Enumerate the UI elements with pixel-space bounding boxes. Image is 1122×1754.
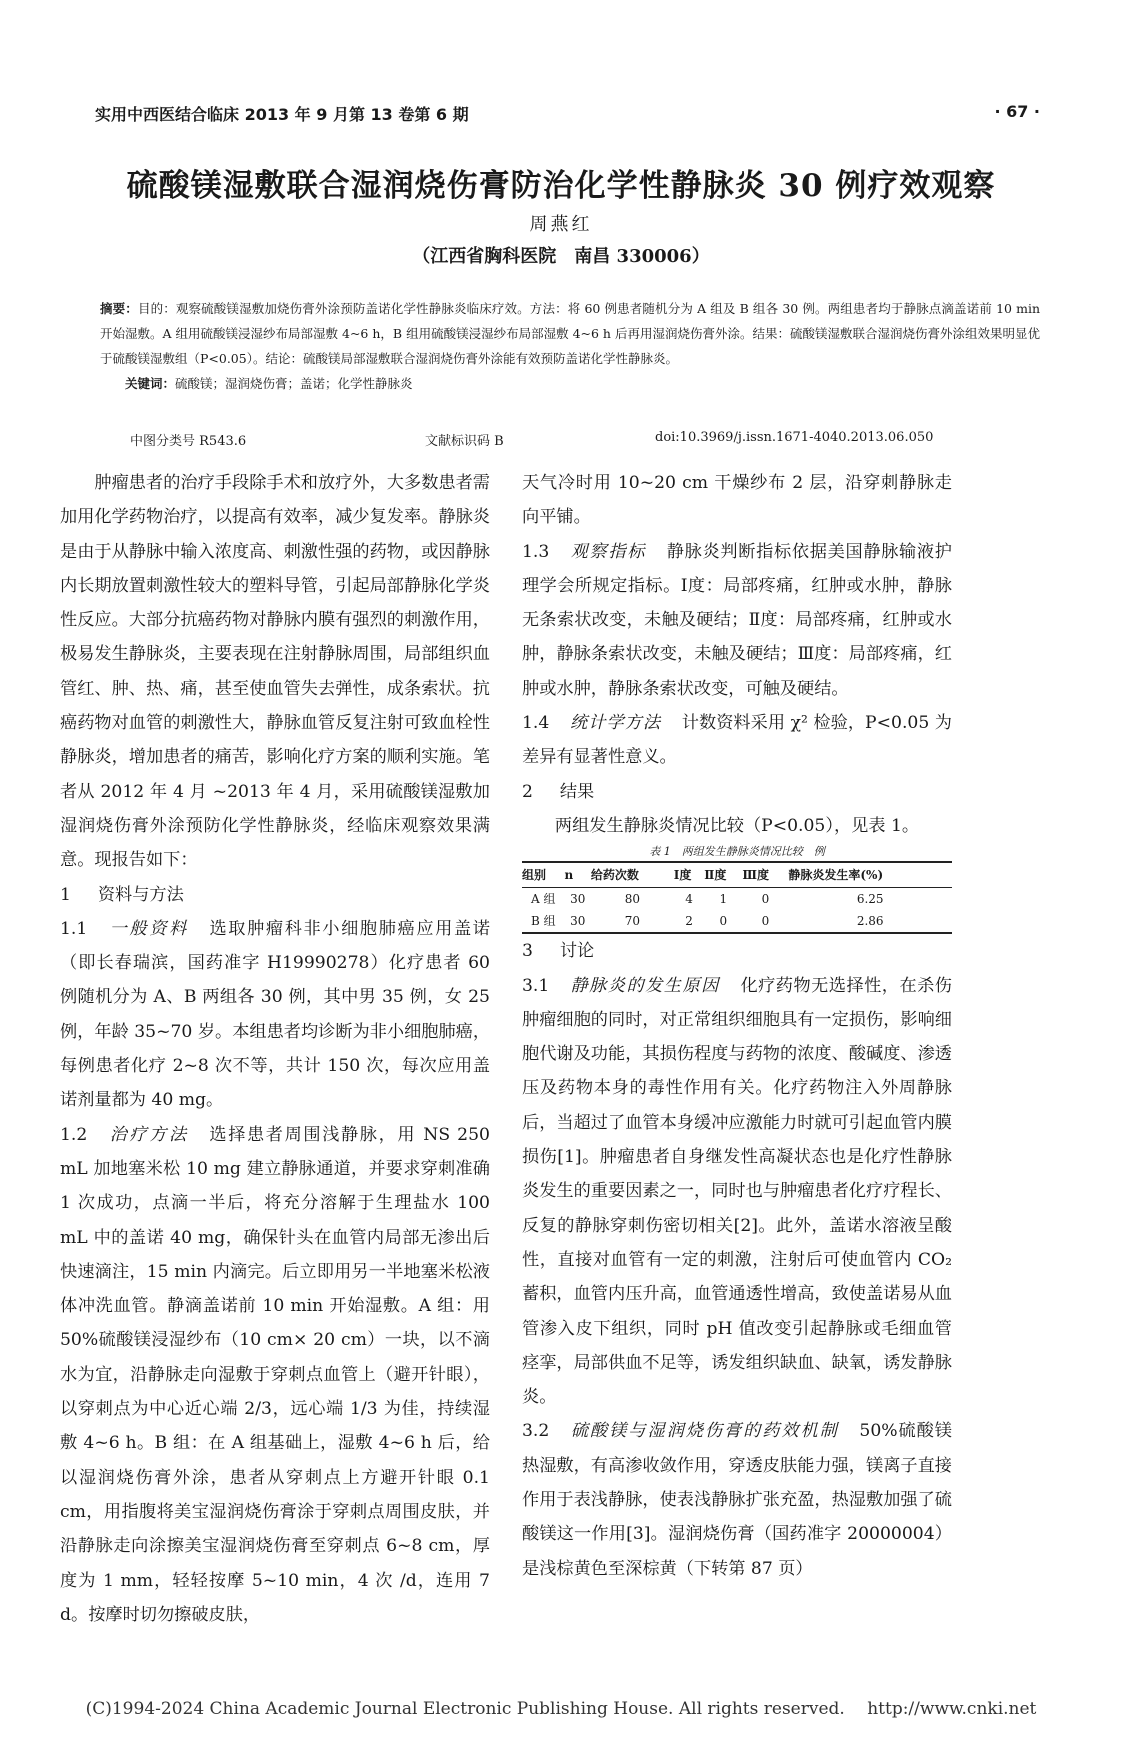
- table-header-cell: 静脉炎发生率(%): [788, 862, 952, 888]
- subsection-heading: 3.1 静脉炎的发生原因 化疗药物无选择性，在杀伤肿瘤细胞的同时，对正常组织细胞具有一定损伤，影响细胞代谢及功能，其损伤程度与药物的浓度、酸碱度、渗透压及药物本身的毒性作用有关。化疗药物注入外周静脉后，当超过了血管本身缓冲应激能力时就可引起血管内膜损伤[1]。肿瘤患者自身继发性高凝状态也是化疗性静脉炎发生的重要因素之一，同时也与肿瘤患者化疗疗程长、反复的静脉穿刺伤密切相关[2]。此外，盖诺水溶液呈酸性，直接对血管有一定的刺激，注射后可使血管内 CO₂ 蓄积，血管内压升高，血管通透性增高，致使盖诺易从血管渗入皮下组织，同时 pH 值改变引起静脉或毛细血管痉挛，局部供血不足等，诱发组织缺血、缺氧，诱发静脉炎。: [522, 975, 952, 1408]
- table-cell: A 组: [531, 892, 556, 907]
- table-row: [522, 910, 952, 933]
- data-table: [522, 861, 952, 934]
- right-column: [522, 466, 952, 1586]
- table-cell: 4: [685, 892, 693, 907]
- author: 周燕红: [529, 214, 593, 235]
- table-cell: 6.25: [856, 892, 884, 907]
- table-caption: 表 1 两组发生静脉炎情况比较 例: [649, 845, 825, 859]
- table-cell: 2: [674, 910, 704, 933]
- abstract-label: 摘要：: [100, 301, 138, 316]
- table-cell: 70: [591, 910, 674, 933]
- subsection-text: 选取肿瘤科非小细胞肺癌应用盖诺（即长春瑞滨，国药准字 H19990278）化疗患者 60 例随机分为 A、B 两组各 30 例，其中男 35 例，女 25 例，年龄 35~70 岁。本组患者均诊断为非小细胞肺癌，每例患者化疗 2~8 次不等，共计 150 次，每次应用盖诺剂量都为 40 mg。: [60, 918, 491, 1111]
- document-code: 文献标识码 B: [425, 434, 504, 449]
- article-title: 硫酸镁湿敷联合湿润烧伤膏防治化学性静脉炎 30 例疗效观察: [126, 168, 996, 204]
- abstract: [100, 296, 1040, 396]
- table-header-cell: Ⅲ度: [742, 862, 788, 888]
- subsection-heading: 1.2 治疗方法 选择患者周围浅静脉，用 NS 250 mL 加地塞米松 10 mg 建立静脉通道，并要求穿刺准确 1 次成功，点滴一半后，将充分溶解于生理盐水 100 mL 中的盖诺 40 mg，确保针头在血管内局部无渗出后快速滴注，15 min 内滴完。后立即用另一半地塞米松液体冲洗血管。静滴盖诺前 10 min 开始湿敷。A 组：用 50%硫酸镁浸湿纱布（10 cm× 20 cm）一块，以不滴水为宜，沿静脉走向湿敷于穿刺点血管上（避开针眼），以穿刺点为中心近心端 2/3，远心端 1/3 为佳，持续湿敷 4~6 h。B 组：在 A 组基础上，湿敷 4~6 h 后，给以湿润烧伤膏外涂，患者从穿刺点上方避开针眼 0.1 cm，用指腹将美宝湿润烧伤膏涂于穿刺点周围皮肤，并沿静脉走向涂擦美宝湿润烧伤膏至穿刺点 6~8 cm，厚度为 1 mm，轻轻按摩 5~10 min，4 次 /d，连用 7 d。按摩时切勿擦破皮肤，: [60, 1124, 490, 1625]
- continued-paragraph: 天气冷时用 10~20 cm 干燥纱布 2 层，沿穿刺静脉走向平铺。: [522, 473, 952, 528]
- clc-number: 中图分类号 R543.6: [130, 434, 247, 449]
- doi: doi:10.3969/j.issn.1671-4040.2013.06.050: [655, 430, 934, 445]
- table-header-cell: 组别: [522, 862, 565, 888]
- keywords: 硫酸镁；湿润烧伤膏；盖诺；化学性静脉炎: [175, 376, 413, 391]
- subsection-heading: 1.4 统计学方法 计数资料采用 χ² 检验，P<0.05 为差异有显著性意义。: [522, 713, 952, 768]
- table-header-cell: n: [565, 862, 591, 888]
- table-cell: 30: [570, 892, 586, 907]
- table-cell: 80: [624, 892, 640, 907]
- subsection-text: 化疗药物无选择性，在杀伤肿瘤细胞的同时，对正常组织细胞具有一定损伤，影响细胞代谢及功能，其损伤程度与药物的浓度、酸碱度、渗透压及药物本身的毒性作用有关。化疗药物注入外周静脉后，当超过了血管本身缓冲应激能力时就可引起血管内膜损伤[1]。肿瘤患者自身继发性高凝状态也是化疗性静脉炎发生的重要因素之一，同时也与肿瘤患者化疗疗程长、反复的静脉穿刺伤密切相关[2]。此外，盖诺水溶液呈酸性，直接对血管有一定的刺激，注射后可使血管内 CO₂ 蓄积，血管内压升高，血管通透性增高，致使盖诺易从血管渗入皮下组织，同时 pH 值改变引起静脉或毛细血管痉挛，局部供血不足等，诱发组织缺血、缺氧，诱发静脉炎。: [522, 975, 952, 1408]
- subsection-text: 静脉炎判断指标依据美国静脉输液护理学会所规定指标。Ⅰ度：局部疼痛，红肿或水肿，静脉无条索状改变，未触及硬结；Ⅱ度：局部疼痛，红肿或水肿，静脉条索状改变，未触及硬结；Ⅲ度：局部疼痛，红肿或水肿，静脉条索状改变，可触及硬结。: [522, 541, 952, 699]
- section-heading: 3 讨论: [522, 941, 595, 962]
- table-header-cell: Ⅰ度: [674, 862, 704, 888]
- subsection-text: 50%硫酸镁热湿敷，有高渗收敛作用，穿透皮肤能力强，镁离子直接作用于表浅静脉，使表浅静脉扩张充盈，热湿敷加强了硫酸镁这一作用[3]。湿润烧伤膏（国药准字 20000004）是浅棕黄色至深棕黄（下转第 87 页）: [522, 1421, 952, 1579]
- table-cell: 30: [565, 910, 591, 933]
- table-cell: 1: [719, 892, 728, 907]
- subsection-text: 选择患者周围浅静脉，用 NS 250 mL 加地塞米松 10 mg 建立静脉通道，并要求穿刺准确 1 次成功，点滴一半后，将充分溶解于生理盐水 100 mL 中的盖诺 40 mg，确保针头在血管内局部无渗出后快速滴注，15 min 内滴完。后立即用另一半地塞米松液体冲洗血管。静滴盖诺前 10 min 开始湿敷。A 组：用 50%硫酸镁浸湿纱布（10 cm× 20 cm）一块，以不滴水为宜，沿静脉走向湿敷于穿刺点血管上（避开针眼），以穿刺点为中心近心端 2/3，远心端 1/3 为佳，持续湿敷 4~6 h。B 组：在 A 组基础上，湿敷 4~6 h 后，给以湿润烧伤膏外涂，患者从穿刺点上方避开针眼 0.1 cm，用指腹将美宝湿润烧伤膏涂于穿刺点周围皮肤，并沿静脉走向涂擦美宝湿润烧伤膏至穿刺点 6~8 cm，厚度为 1 mm，轻轻按摩 5~10 min，4 次 /d，连用 7 d。按摩时切勿擦破皮肤，: [60, 1124, 490, 1625]
- table-cell: 0: [704, 910, 742, 933]
- copyright-footer: (C)1994-2024 China Academic Journal Electronic Publishing House. All rights reserved. http://www.cnki.net: [85, 1699, 1037, 1719]
- table-header-cell: Ⅱ度: [704, 862, 742, 888]
- subsection-heading: 3.2 硫酸镁与湿润烧伤膏的药效机制 50%硫酸镁热湿敷，有高渗收敛作用，穿透皮肤能力强，镁离子直接作用于表浅静脉，使表浅静脉扩张充盈，热湿敷加强了硫酸镁这一作用[3]。湿润烧伤膏（国药准字 20000004）是浅棕黄色至深棕黄（下转第 87 页）: [522, 1421, 952, 1579]
- table-header-cell: 给药次数: [591, 862, 674, 888]
- keywords-label: 关键词：: [125, 376, 176, 391]
- section-heading: 2 结果: [522, 781, 595, 802]
- table-cell: 0: [742, 910, 788, 933]
- table-row: [522, 888, 952, 911]
- table-cell: B 组: [522, 910, 565, 933]
- table-1: [522, 843, 952, 934]
- page-number: · 67 ·: [994, 102, 1040, 121]
- abstract-text: 目的：观察硫酸镁湿敷加烧伤膏外涂预防盖诺化学性静脉炎临床疗效。方法：将 60 例患者随机分为 A 组及 B 组各 30 例。两组患者均于静脉点滴盖诺前 10 min 开始湿敷。A 组用硫酸镁浸湿纱布局部湿敷 4~6 h，B 组用硫酸镁浸湿纱布局部湿敷 4~6 h 后再用湿润烧伤膏外涂。结果：硫酸镁湿敷联合湿润烧伤膏外涂组效果明显优于硫酸镁湿敷组（P<0.05）。结论：硫酸镁局部湿敷联合湿润烧伤膏外涂能有效预防盖诺化学性静脉炎。: [100, 301, 1040, 366]
- intro-paragraph: 肿瘤患者的治疗手段除手术和放疗外，大多数患者需加用化学药物治疗，以提高有效率，减少复发率。静脉炎是由于从静脉中输入浓度高、刺激性强的药物，或因静脉内长期放置刺激性较大的塑料导管，引起局部静脉化学炎性反应。大部分抗癌药物对静脉内膜有强烈的刺激作用，极易发生静脉炎，主要表现在注射静脉周围，局部组织血管红、肿、热、痛，甚至使血管失去弹性，成条索状。抗癌药物对血管的刺激性大，静脉血管反复注射可致血栓性静脉炎，增加患者的痛苦，影响化疗方案的顺利实施。笔者从 2012 年 4 月 ~2013 年 4 月，采用硫酸镁湿敷加湿润烧伤膏外涂预防化学性静脉炎，经临床观察效果满意。现报告如下：: [60, 473, 490, 871]
- journal-header: 实用中西医结合临床 2013 年 9 月第 13 卷第 6 期: [95, 105, 469, 124]
- subsection-text: 计数资料采用 χ² 检验，P<0.05 为差异有显著性意义。: [522, 713, 952, 768]
- section-heading: 1 资料与方法: [60, 884, 184, 905]
- table-cell: 0: [761, 892, 770, 907]
- left-column: [60, 466, 490, 1632]
- subsection-heading: 1.1 一般资料 选取肿瘤科非小细胞肺癌应用盖诺（即长春瑞滨，国药准字 H19990278）化疗患者 60 例随机分为 A、B 两组各 30 例，其中男 35 例，女 25 例，年龄 35~70 岁。本组患者均诊断为非小细胞肺癌，每例患者化疗 2~8 次不等，共计 150 次，每次应用盖诺剂量都为 40 mg。: [60, 918, 491, 1111]
- table-cell: 2.86: [788, 910, 952, 933]
- table-header-row: [522, 862, 952, 888]
- results-line: 两组发生静脉炎情况比较（P<0.05），见表 1。: [554, 815, 920, 836]
- subsection-heading: 1.3 观察指标 静脉炎判断指标依据美国静脉输液护理学会所规定指标。Ⅰ度：局部疼痛，红肿或水肿，静脉无条索状改变，未触及硬结；Ⅱ度：局部疼痛，红肿或水肿，静脉条索状改变，未触及硬结；Ⅲ度：局部疼痛，红肿或水肿，静脉条索状改变，可触及硬结。: [522, 541, 952, 699]
- affiliation: （江西省胸科医院 南昌 330006）: [412, 246, 710, 267]
